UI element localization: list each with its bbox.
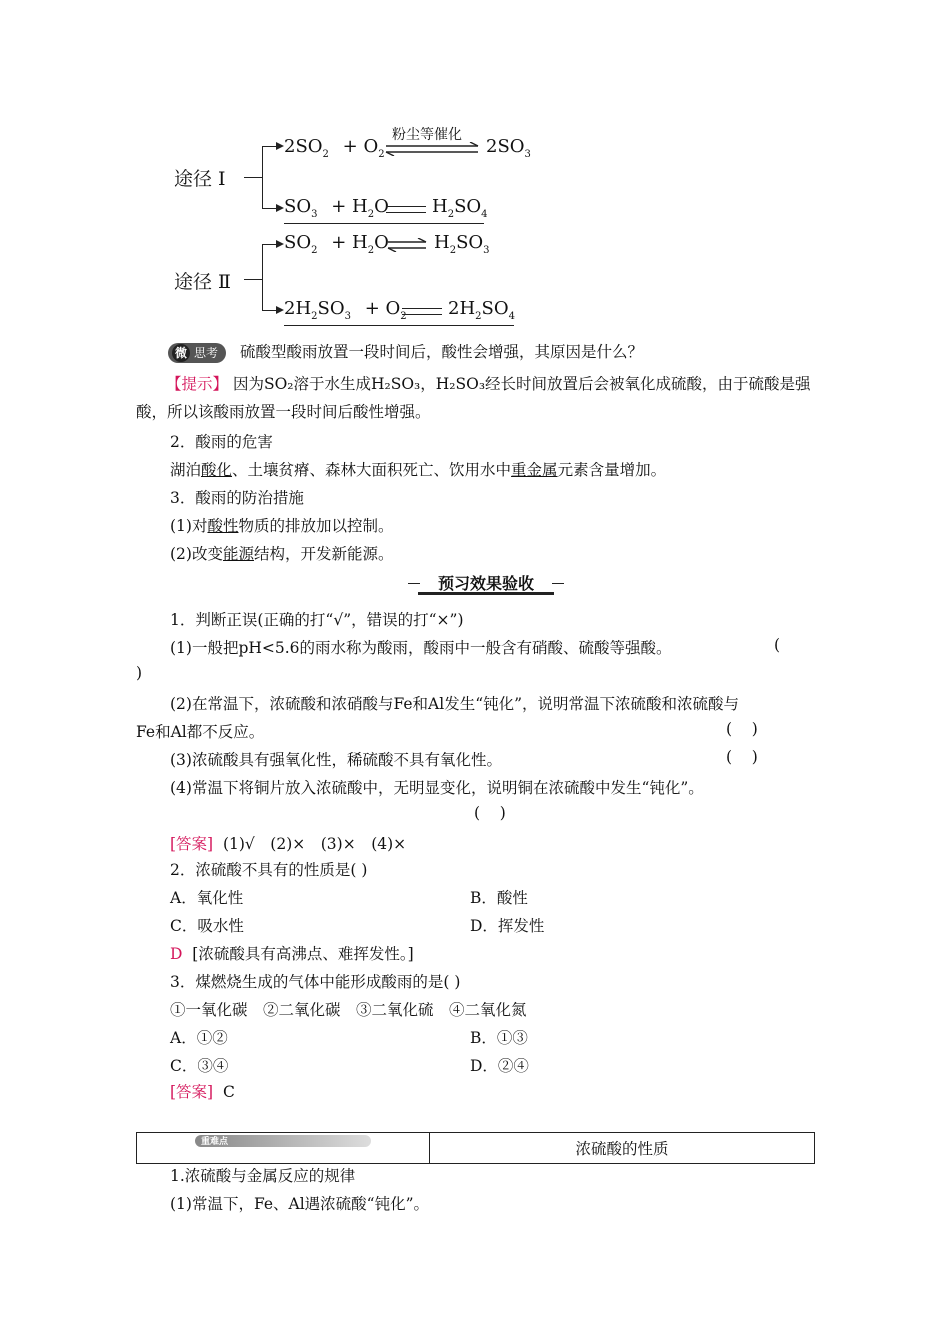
equation-4: $2H_2SO_3 + O_2$ (284, 298, 407, 322)
equals-sign (402, 308, 442, 315)
q2-option-d: D．挥发性 (470, 917, 545, 935)
q3-option-b: B．①③ (470, 1029, 528, 1047)
q2-option-b: B．酸性 (470, 889, 528, 907)
answer-label: [答案] (170, 1083, 214, 1101)
think-badge: 微 思考 (168, 343, 226, 363)
q1-statement-1: (1)一般把pH<5.6的雨水称为酸雨，酸雨中一般含有硝酸、硫酸等强酸。 (170, 639, 672, 657)
q1-answer: [答案] (1)√ (2)× (3)× (4)× (170, 835, 407, 853)
reversible-arrow-icon (384, 142, 480, 156)
key-point-line-2: (1)常温下，Fe、Al遇浓硫酸“钝化”。 (170, 1195, 430, 1213)
q1-statement-3: (3)浓硫酸具有强氧化性，稀硫酸不具有氧化性。 (170, 751, 502, 769)
q2-answer: D [浓硫酸具有高沸点、难挥发性。] (170, 945, 414, 963)
key-point-badge: 重难点 (201, 1137, 229, 1147)
equation-3-product: $H_2SO_3$ (434, 232, 490, 256)
equation-3: $SO_2 + H_2O$ (284, 232, 389, 256)
q3-answer: [答案] C (170, 1083, 235, 1101)
section-title: 预习效果验收 (437, 574, 534, 593)
prevent-heading: 3．酸雨的防治措施 (170, 489, 304, 507)
equation-2-product: $H_2SO_4$ (432, 196, 488, 220)
arrow-icon (276, 240, 284, 248)
q1-s1-paren-close: ) (136, 664, 143, 682)
think-question: 微 思考 硫酸型酸雨放置一段时间后，酸性会增强，其原因是什么？ (168, 340, 643, 363)
bracket-stem (244, 177, 262, 178)
banner-right-rule (552, 583, 564, 584)
key-point-title: 浓硫酸的性质 (430, 1133, 815, 1164)
equation-underline (284, 223, 484, 224)
reversible-arrow-icon (386, 238, 428, 252)
prevent-item-2: (2)改变能源结构，开发新能源。 (170, 545, 394, 563)
arrow-icon (276, 204, 284, 212)
equation-1: $2SO_2 + O_2$ (284, 136, 385, 160)
q1-statement-2: (2)在常温下，浓硫酸和浓硝酸与Fe和Al发生“钝化”，说明常温下浓硫酸和浓硫酸与 (170, 695, 740, 713)
q1-s2-paren: ( ) (726, 720, 758, 738)
arrow-icon (276, 306, 284, 314)
q1-s4-paren: ( ) (474, 804, 506, 822)
q1-statement-4: (4)常温下将铜片放入浓硫酸中，无明显变化，说明铜在浓硫酸中发生“钝化”。 (170, 779, 704, 797)
q3-option-d: D．②④ (470, 1057, 529, 1075)
harm-heading: 2．酸雨的危害 (170, 433, 273, 451)
q2-stem: 2．浓硫酸不具有的性质是( ) (170, 861, 368, 879)
answer-label: [答案] (170, 835, 214, 853)
bracket-vertical (262, 244, 263, 310)
q3-stem: 3．煤燃烧生成的气体中能形成酸雨的是( ) (170, 973, 461, 991)
q3-option-a: A．①② (170, 1029, 228, 1047)
hint-paragraph: 【提示】 因为SO₂溶于水生成H₂SO₃，H₂SO₃经长时间放置后会被氧化成硫酸，由于硫酸是强酸，所以该酸雨放置一段时间后酸性增强。 (136, 375, 811, 421)
harm-text: 湖泊酸化、土壤贫瘠、森林大面积死亡、饮用水中重金属元素含量增加。 (170, 461, 667, 479)
q3-options-line: ①一氧化碳 ②二氧化碳 ③二氧化硫 ④二氧化氮 (170, 1001, 527, 1019)
equation-4-product: $2H_2SO_4$ (448, 298, 515, 322)
catalyst-label: 粉尘等催化 (392, 127, 462, 143)
prevent-item-1: (1)对酸性物质的排放加以控制。 (170, 517, 394, 535)
q1-statement-2-cont: Fe和Al都不反应。 (136, 723, 265, 741)
q1-stem: 1．判断正误(正确的打“√”，错误的打“×”) (170, 611, 464, 629)
path-1-label: 途径 Ⅰ (174, 168, 226, 190)
path-2-label: 途径 Ⅱ (174, 271, 231, 293)
answer-letter: D (170, 945, 183, 963)
equation-underline (284, 325, 514, 326)
q1-s1-paren-open: ( (774, 636, 781, 654)
equation-1-product: $2SO_3$ (486, 136, 531, 160)
bracket-stem (244, 279, 262, 280)
q2-option-a: A．氧化性 (170, 889, 244, 907)
q2-option-c: C．吸水性 (170, 917, 244, 935)
equals-sign (386, 206, 426, 213)
key-point-header (136, 1132, 815, 1164)
q1-s3-paren: ( ) (726, 748, 758, 766)
section-banner (418, 573, 554, 595)
key-point-badge-cell (137, 1133, 430, 1164)
hint-label: 【提示】 (166, 375, 229, 393)
q3-option-c: C．③④ (170, 1057, 229, 1075)
arrow-icon (276, 142, 284, 150)
banner-left-rule (408, 583, 420, 584)
key-point-line-1: 1.浓硫酸与金属反应的规律 (170, 1167, 356, 1185)
bracket-vertical (262, 146, 263, 208)
equation-2: $SO_3 + H_2O$ (284, 196, 389, 220)
